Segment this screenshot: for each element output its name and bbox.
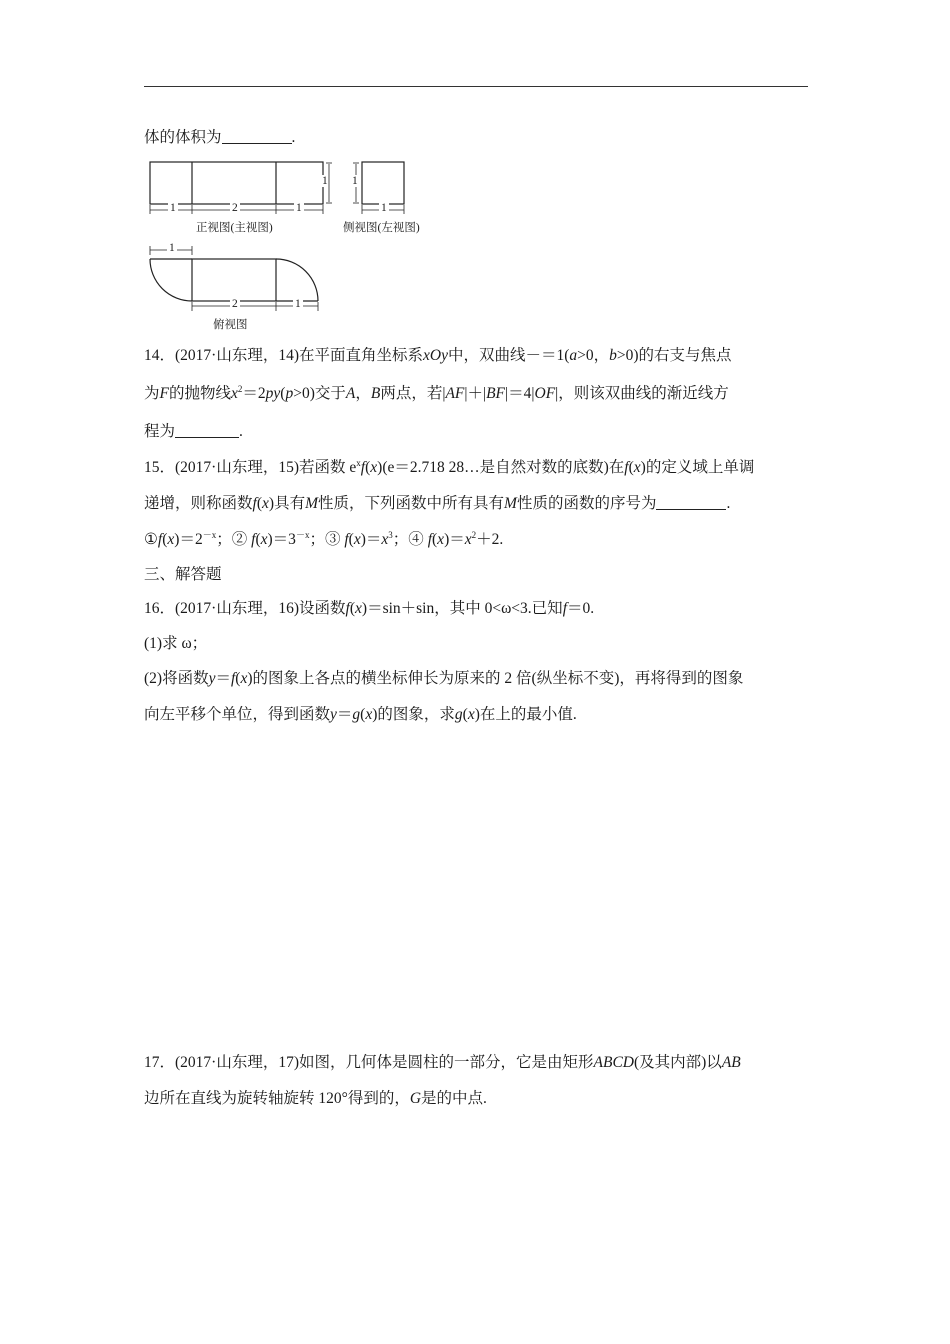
dim-label: 1 xyxy=(295,298,301,310)
q17-line1: 17．(2017·山东理，17)如图，几何体是圆柱的一部分，它是由矩形ABCD(及其内部)以AB xyxy=(144,1054,741,1071)
section-heading: 三、解答题 xyxy=(144,566,222,583)
header-rule xyxy=(144,86,808,87)
side-view-caption: 侧视图(左视图) xyxy=(343,222,420,234)
dim-label: 1 xyxy=(170,202,176,214)
answer-blank xyxy=(656,495,726,510)
q15-options: $①f(x)=2^{-x}$；② $f(x)=3^{-x}$；③ $f(x)=x^3$；④ $f(x)=x^2+2$. xyxy=(144,529,504,548)
dim-label: 1 xyxy=(322,175,328,187)
q16-line3: (2)将函数y＝f(x)的图象上各点的横坐标伸长为原来的 2 倍(纵坐标不变)，再将得到的图象 xyxy=(144,670,744,687)
q16-line4: 向左平移个单位，得到函数y＝g(x)的图象，求g(x)在上的最小值. xyxy=(144,706,577,723)
q17-line2: 边所在直线为旋转轴旋转 120°得到的，G是的中点. xyxy=(144,1090,487,1107)
top-view-figure xyxy=(146,244,330,318)
front-view-caption: 正视图(主视图) xyxy=(196,222,273,234)
dim-label: 2 xyxy=(232,202,238,214)
dim-label: 1 xyxy=(169,242,175,254)
dim-label: 1 xyxy=(296,202,302,214)
dim-label: 1 xyxy=(352,175,358,187)
top-view-caption: 俯视图 xyxy=(213,319,248,331)
dim-label: 2 xyxy=(232,298,238,310)
front-view-figure xyxy=(146,160,336,216)
answer-blank xyxy=(175,423,239,438)
q14-line1: 14．(2017·山东理，14)在平面直角坐标系xOy中，双曲线－＝1(a>0，b>0)的右支与焦点 xyxy=(144,347,732,364)
q15-line1: 15．(2017·山东理，15)若函数 $e^xf(x)(e=2.718$ 28…是自然对数的底数)在f(x)的定义域上单调 xyxy=(144,457,755,476)
answer-blank xyxy=(222,129,292,144)
q15-line2: 递增，则称函数f(x)具有M性质，下列函数中所有具有M性质的函数的序号为 . xyxy=(144,495,731,512)
q16-part1: (1)求 ω； xyxy=(144,635,208,652)
q14-line3: 程为 . xyxy=(144,423,243,440)
dim-label: 1 xyxy=(381,202,387,214)
q14-line2: 为F的抛物线$x^2=2py(p>0)$交于A，B两点，若|AF|＋|BF|＝4|OF|，则该双曲线的渐近线方 xyxy=(144,383,729,402)
q13-tail: 体的体积为 . xyxy=(144,129,296,146)
q16-line1: 16．(2017·山东理，16)设函数f(x)＝sin＋sin，其中 0<ω<3.已知f＝0. xyxy=(144,600,595,617)
side-view-figure xyxy=(350,160,412,216)
